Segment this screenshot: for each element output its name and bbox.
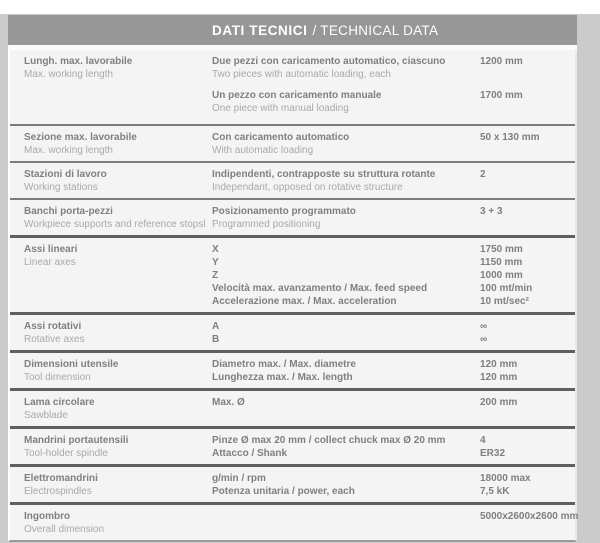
spec-label xyxy=(24,510,212,536)
spec-label xyxy=(24,131,212,157)
spec-entries xyxy=(212,472,575,498)
spec-description xyxy=(212,510,480,523)
spec-label-english: Working stations xyxy=(24,182,98,193)
technical-data-table xyxy=(8,15,577,542)
spec-label xyxy=(24,320,212,346)
spec-entry xyxy=(212,295,575,308)
spec-value: 18000 max xyxy=(480,473,531,484)
spec-description xyxy=(212,131,480,157)
spec-value: 5000x2600x2600 mm xyxy=(480,511,579,522)
spec-entry xyxy=(212,256,575,269)
spec-description-italian: Accelerazione max. / Max. acceleration xyxy=(212,296,397,307)
spec-entry xyxy=(212,282,575,295)
spec-value: 10 mt/sec² xyxy=(480,296,529,307)
spec-entries xyxy=(212,358,575,384)
spec-description-italian: Z xyxy=(212,270,219,281)
spec-entries xyxy=(212,168,575,194)
spec-description-english: One piece with manual loading xyxy=(212,103,349,114)
spec-description xyxy=(212,282,480,295)
section-linear-axes xyxy=(10,235,575,312)
spec-entry xyxy=(212,434,575,447)
spec-entry xyxy=(212,205,575,231)
spec-description xyxy=(212,472,480,485)
spec-description-english: Programmed positioning xyxy=(212,219,321,230)
spec-description xyxy=(212,55,480,81)
spec-label-english: Max. working length xyxy=(24,145,113,156)
spec-description-italian: Lunghezza max. / Max. length xyxy=(212,372,353,383)
spec-entry xyxy=(212,243,575,256)
spec-description-italian: Diametro max. / Max. diametre xyxy=(212,359,356,370)
spec-label xyxy=(24,358,212,384)
spec-label-english: Sawblade xyxy=(24,410,68,421)
header-title-english: / TECHNICAL DATA xyxy=(312,22,439,38)
spec-label-italian: Stazioni di lavoro xyxy=(24,169,107,180)
spec-value: 1150 mm xyxy=(480,257,523,268)
spec-label-italian: Assi rotativi xyxy=(24,321,82,332)
spec-value: 4 xyxy=(480,435,486,446)
spec-description xyxy=(212,168,480,194)
spec-entry xyxy=(212,485,575,498)
spec-description-italian: Un pezzo con caricamento manuale xyxy=(212,90,382,101)
spec-value: ∞ xyxy=(480,321,488,332)
spec-description-italian: X xyxy=(212,244,219,255)
spec-description-italian: Indipendenti, contrapposte su struttura rotante xyxy=(212,169,436,180)
spec-description-italian: g/min / rpm xyxy=(212,473,266,484)
spec-value: 2 xyxy=(480,169,486,180)
spec-value: 200 mm xyxy=(480,397,518,408)
spec-description xyxy=(212,396,480,409)
spec-label-italian: Ingombro xyxy=(24,511,71,522)
spec-description-italian: Max. Ø xyxy=(212,397,245,408)
spec-label-english: Linear axes xyxy=(24,257,76,268)
spec-label-english: Overall dimension xyxy=(24,524,105,535)
spec-value: 100 mt/min xyxy=(480,283,533,294)
spec-description-italian: Y xyxy=(212,257,219,268)
spec-description-italian: A xyxy=(212,321,220,332)
spec-description-italian: B xyxy=(212,334,220,345)
spec-entry xyxy=(212,371,575,384)
spec-description xyxy=(212,269,480,282)
spec-entries xyxy=(212,55,575,115)
spec-entry xyxy=(212,55,575,81)
spec-label-english: Max. working length xyxy=(24,69,113,80)
spec-label xyxy=(24,55,212,115)
spec-label xyxy=(24,205,212,231)
spec-entry xyxy=(212,396,575,409)
spec-value: 120 mm xyxy=(480,372,518,383)
table-header xyxy=(8,15,577,45)
spec-entries xyxy=(212,434,575,460)
spec-description-italian: Con caricamento automatico xyxy=(212,132,350,143)
spec-entry xyxy=(212,89,575,115)
section-tool-holder-spindle xyxy=(10,426,575,464)
table-body xyxy=(8,50,577,542)
spec-label-english: Tool dimension xyxy=(24,372,91,383)
spec-entries xyxy=(212,320,575,346)
spec-description-italian: Potenza unitaria / power, each xyxy=(212,486,355,497)
spec-entry xyxy=(212,320,575,333)
spec-value: 1000 mm xyxy=(480,270,523,281)
spec-label-italian: Mandrini portautensili xyxy=(24,435,129,446)
section-working-stations xyxy=(10,161,575,198)
spec-entry xyxy=(212,510,579,523)
spec-entry xyxy=(212,447,575,460)
spec-value: 50 x 130 mm xyxy=(480,132,540,143)
spec-description xyxy=(212,447,480,460)
spec-entries xyxy=(212,396,575,422)
spec-label-english: Workpiece supports and reference stopsl xyxy=(24,219,206,230)
section-tool-dimension xyxy=(10,350,575,388)
spec-label xyxy=(24,472,212,498)
spec-label xyxy=(24,396,212,422)
section-max-working-section xyxy=(10,124,575,161)
spec-label-italian: Assi lineari xyxy=(24,244,78,255)
section-sawblade xyxy=(10,388,575,426)
section-workpiece-supports xyxy=(10,198,575,235)
spec-label-italian: Sezione max. lavorabile xyxy=(24,132,137,143)
spec-description-italian: Pinze Ø max 20 mm / collect chuck max Ø 20 mm xyxy=(212,435,446,446)
spec-value: ER32 xyxy=(480,448,506,459)
spec-label-italian: Lungh. max. lavorabile xyxy=(24,56,133,67)
spec-description-english: Independant, opposed on rotative structure xyxy=(212,182,403,193)
spec-entries xyxy=(212,131,575,157)
spec-value: 3 + 3 xyxy=(480,206,503,217)
spec-label-italian: Banchi porta-pezzi xyxy=(24,206,113,217)
spec-description-italian: Posizionamento programmato xyxy=(212,206,356,217)
spec-entry xyxy=(212,168,575,194)
spec-description-english: Two pieces with automatic loading, each xyxy=(212,69,391,80)
spec-entry xyxy=(212,131,575,157)
spec-description xyxy=(212,434,480,447)
section-electrospindles xyxy=(10,464,575,502)
spec-description xyxy=(212,243,480,256)
spec-value: 1200 mm xyxy=(480,56,523,67)
spec-description xyxy=(212,358,480,371)
spec-description xyxy=(212,371,480,384)
spec-label-english: Rotative axes xyxy=(24,334,85,345)
section-rotative-axes xyxy=(10,312,575,350)
spec-description xyxy=(212,205,480,231)
spec-value: 1750 mm xyxy=(480,244,523,255)
spec-label xyxy=(24,168,212,194)
spec-description xyxy=(212,89,480,115)
spec-description xyxy=(212,295,480,308)
spec-value: 1700 mm xyxy=(480,90,523,101)
spec-description xyxy=(212,256,480,269)
spec-entry xyxy=(212,333,575,346)
spec-entry xyxy=(212,269,575,282)
spec-value: 120 mm xyxy=(480,359,518,370)
spec-label-italian: Lama circolare xyxy=(24,397,95,408)
spec-label-english: Tool-holder spindle xyxy=(24,448,108,459)
spec-entries xyxy=(212,510,579,536)
spec-value: 7,5 kK xyxy=(480,486,510,497)
spec-description-italian: Velocità max. avanzamento / Max. feed speed xyxy=(212,283,428,294)
spec-label xyxy=(24,434,212,460)
spec-label xyxy=(24,243,212,308)
spec-description xyxy=(212,485,480,498)
spec-value: ∞ xyxy=(480,334,488,345)
spec-description xyxy=(212,320,480,333)
spec-description xyxy=(212,333,480,346)
spec-description-italian: Due pezzi con caricamento automatico, ciascuno xyxy=(212,56,446,67)
spec-entry xyxy=(212,358,575,371)
spec-entries xyxy=(212,205,575,231)
header-title-italian: DATI TECNICI xyxy=(212,22,308,38)
spec-label-english: Electrospindles xyxy=(24,486,92,497)
spec-description-italian: Attacco / Shank xyxy=(212,448,288,459)
spec-label-italian: Dimensioni utensile xyxy=(24,359,119,370)
spec-entry xyxy=(212,472,575,485)
section-max-working-length xyxy=(10,50,575,124)
section-overall-dimension xyxy=(10,502,579,540)
spec-description-english: With automatic loading xyxy=(212,145,314,156)
spec-label-italian: Elettromandrini xyxy=(24,473,98,484)
spec-entries xyxy=(212,243,575,308)
